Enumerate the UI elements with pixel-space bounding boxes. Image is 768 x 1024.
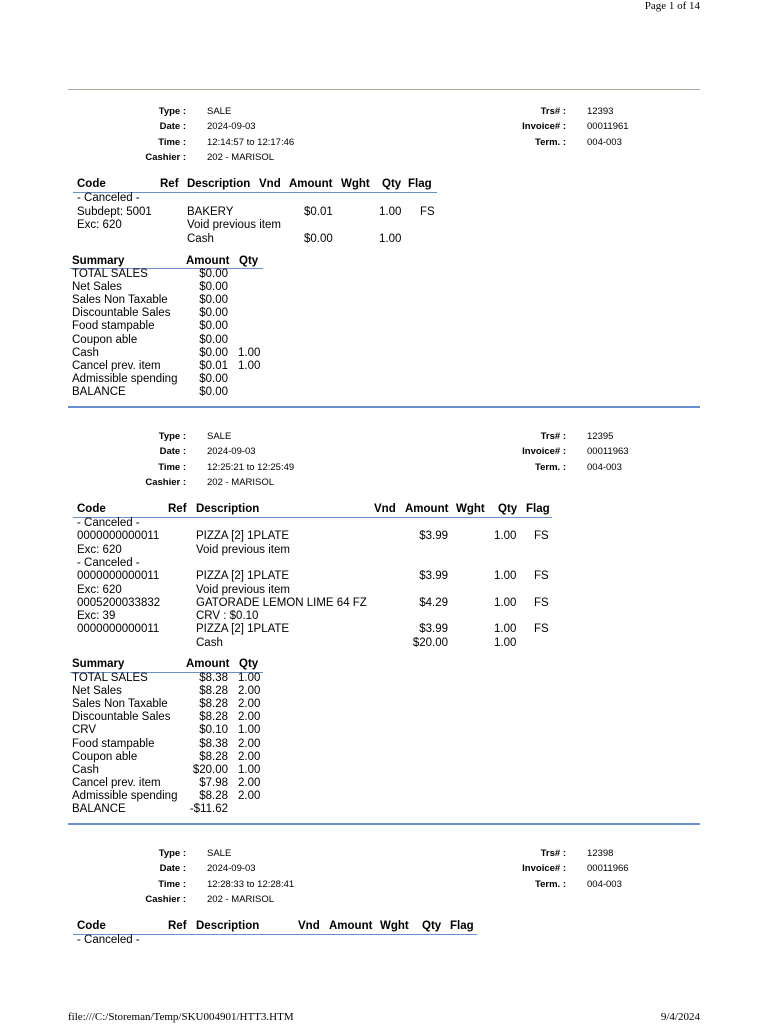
term-value: 004-003 xyxy=(587,879,622,890)
line-description: Void previous item xyxy=(196,583,290,596)
trs-value: 12393 xyxy=(587,106,614,117)
summary-qty-header: Qty xyxy=(239,255,259,267)
col-ref: Ref xyxy=(168,503,187,515)
line-code: 0000000000011 xyxy=(77,623,160,636)
time-value: 12:28:33 to 12:28:41 xyxy=(207,879,295,890)
time-label: Time : xyxy=(158,879,186,890)
summary-amount-header: Amount xyxy=(186,658,230,670)
line-qty: 1.00 xyxy=(494,596,517,609)
line-flag: FS xyxy=(534,596,549,609)
summary-amount: $0.00 xyxy=(199,385,228,398)
date-label: Date : xyxy=(159,121,186,132)
items-header-rule xyxy=(73,517,552,518)
term-label: Term. : xyxy=(535,462,566,473)
invoice-label: Invoice# : xyxy=(522,863,566,874)
col-flag: Flag xyxy=(408,178,432,190)
summary-label: Cancel prev. item xyxy=(72,776,161,789)
trs-label: Trs# : xyxy=(540,848,566,859)
summary-qty: 2.00 xyxy=(238,685,261,698)
summary-qty: 2.00 xyxy=(238,711,261,724)
line-qty: 1.00 xyxy=(494,530,517,543)
line-description: Void previous item xyxy=(196,543,290,556)
type-label: Type : xyxy=(158,848,186,859)
top-divider xyxy=(68,89,700,90)
line-qty: 1.00 xyxy=(494,636,517,649)
summary-qty-header: Qty xyxy=(239,658,259,670)
term-value: 004-003 xyxy=(587,462,622,473)
line-description: CRV : $0.10 xyxy=(196,610,259,623)
line-description: PIZZA [2] 1PLATE xyxy=(196,530,290,543)
summary-label: BALANCE xyxy=(72,803,126,815)
summary-label: Admissible spending xyxy=(72,789,178,802)
summary-qty: 2.00 xyxy=(238,776,261,789)
col-qty: Qty xyxy=(382,178,402,190)
summary-amount: -$11.62 xyxy=(189,803,228,815)
summary-amount-header: Amount xyxy=(186,255,230,267)
date-value: 2024-09-03 xyxy=(207,863,256,874)
invoice-value: 00011961 xyxy=(587,121,629,132)
type-label: Type : xyxy=(158,106,186,117)
invoice-label: Invoice# : xyxy=(522,446,566,457)
line-amount: $0.00 xyxy=(304,233,333,245)
line-code: Subdept: 5001 xyxy=(77,206,152,218)
summary-label: CRV xyxy=(72,724,97,737)
summary-amount: $8.28 xyxy=(199,750,228,763)
summary-label: Admissible spending xyxy=(72,372,178,385)
line-code: - Canceled - xyxy=(77,934,140,946)
trs-value: 12395 xyxy=(587,431,614,442)
trs-label: Trs# : xyxy=(540,106,566,117)
col-qty: Qty xyxy=(498,503,518,515)
date-label: Date : xyxy=(159,863,186,874)
line-code: - Canceled - xyxy=(77,192,140,204)
summary-label: Net Sales xyxy=(72,281,122,294)
date-value: 2024-09-03 xyxy=(207,446,256,457)
trs-value: 12398 xyxy=(587,848,614,859)
summary-qty: 1.00 xyxy=(238,672,261,684)
cashier-value: 202 - MARISOL xyxy=(207,152,275,163)
summary-label: Sales Non Taxable xyxy=(72,294,168,307)
col-wght: Wght xyxy=(456,503,485,515)
time-value: 12:25:21 to 12:25:49 xyxy=(207,462,295,473)
summary-label: Discountable Sales xyxy=(72,307,171,320)
summary-qty: 1.00 xyxy=(238,359,261,372)
summary-label: TOTAL SALES xyxy=(72,268,148,280)
line-code: Exc: 620 xyxy=(77,543,122,556)
summary-amount: $0.00 xyxy=(199,320,228,333)
line-amount: $3.99 xyxy=(419,530,448,543)
section-divider xyxy=(68,406,700,408)
summary-amount: $8.28 xyxy=(199,698,228,711)
summary-label: Coupon able xyxy=(72,750,138,763)
col-qty: Qty xyxy=(422,920,442,932)
line-code: - Canceled - xyxy=(77,556,140,569)
line-amount: $3.99 xyxy=(419,570,448,583)
col-description: Description xyxy=(196,503,260,515)
line-code: - Canceled - xyxy=(77,517,140,529)
summary-qty: 1.00 xyxy=(238,346,261,359)
col-vnd: Vnd xyxy=(259,178,281,190)
line-code: 0005200033832 xyxy=(77,596,161,609)
cashier-value: 202 - MARISOL xyxy=(207,477,275,488)
summary-amount: $0.00 xyxy=(199,333,228,346)
summary-label: Sales Non Taxable xyxy=(72,698,168,711)
summary-label: Food stampable xyxy=(72,320,155,333)
trs-label: Trs# : xyxy=(540,431,566,442)
summary-amount: $0.00 xyxy=(199,372,228,385)
date-value: 2024-09-03 xyxy=(207,121,256,132)
type-label: Type : xyxy=(158,431,186,442)
summary-qty: 2.00 xyxy=(238,750,261,763)
summary-amount: $8.38 xyxy=(199,672,228,684)
summary-label: BALANCE xyxy=(72,385,126,398)
section-divider xyxy=(68,823,700,825)
col-flag: Flag xyxy=(526,503,550,515)
line-description: Cash xyxy=(196,636,223,649)
col-amount: Amount xyxy=(289,178,333,190)
line-code: Exc: 620 xyxy=(77,219,122,231)
col-wght: Wght xyxy=(341,178,370,190)
summary-amount: $0.00 xyxy=(199,307,228,320)
cashier-label: Cashier : xyxy=(145,477,186,488)
term-label: Term. : xyxy=(535,137,566,148)
col-code: Code xyxy=(77,178,106,190)
line-description: BAKERY xyxy=(187,206,234,218)
line-code: 0000000000011 xyxy=(77,530,160,543)
summary-amount: $20.00 xyxy=(192,763,228,776)
summary-amount: $0.00 xyxy=(199,268,228,280)
col-amount: Amount xyxy=(405,503,449,515)
line-code: Exc: 39 xyxy=(77,610,116,623)
summary-label: Food stampable xyxy=(72,737,155,750)
line-flag: FS xyxy=(534,623,549,636)
cashier-value: 202 - MARISOL xyxy=(207,894,275,905)
footer-date: 9/4/2024 xyxy=(660,1011,700,1023)
summary-qty: 1.00 xyxy=(238,763,261,776)
summary-amount: $8.28 xyxy=(199,789,228,802)
line-description: Void previous item xyxy=(187,219,281,231)
type-value: SALE xyxy=(207,431,232,442)
footer-path: file:///C:/Storeman/Temp/SKU004901/HTT3.HTM xyxy=(68,1011,294,1023)
summary-amount: $0.00 xyxy=(199,346,228,359)
type-value: SALE xyxy=(207,848,232,859)
type-value: SALE xyxy=(207,106,232,117)
line-amount: $3.99 xyxy=(419,623,448,636)
term-label: Term. : xyxy=(535,879,566,890)
time-value: 12:14:57 to 12:17:46 xyxy=(207,137,295,148)
summary-label: Cash xyxy=(72,346,99,359)
summary-header: Summary xyxy=(72,658,125,670)
summary-amount: $8.38 xyxy=(199,737,228,750)
summary-label: Cancel prev. item xyxy=(72,359,161,372)
summary-amount: $0.00 xyxy=(199,294,228,307)
line-description: PIZZA [2] 1PLATE xyxy=(196,623,290,636)
summary-header: Summary xyxy=(72,255,125,267)
date-label: Date : xyxy=(159,446,186,457)
summary-qty: 2.00 xyxy=(238,698,261,711)
summary-amount: $0.00 xyxy=(199,281,228,294)
summary-label: Net Sales xyxy=(72,685,122,698)
line-amount: $20.00 xyxy=(412,636,448,649)
col-wght: Wght xyxy=(380,920,409,932)
summary-qty: 2.00 xyxy=(238,737,261,750)
line-qty: 1.00 xyxy=(494,570,517,583)
cashier-label: Cashier : xyxy=(145,152,186,163)
summary-amount: $8.28 xyxy=(199,685,228,698)
line-amount: $4.29 xyxy=(419,596,448,609)
col-flag: Flag xyxy=(450,920,474,932)
cashier-label: Cashier : xyxy=(145,894,186,905)
line-flag: FS xyxy=(534,530,549,543)
line-flag: FS xyxy=(420,206,435,218)
summary-label: TOTAL SALES xyxy=(72,672,148,684)
line-flag: FS xyxy=(534,570,549,583)
line-qty: 1.00 xyxy=(379,233,402,245)
col-code: Code xyxy=(77,920,106,932)
col-code: Code xyxy=(77,503,106,515)
line-code: Exc: 620 xyxy=(77,583,122,596)
summary-label: Coupon able xyxy=(72,333,138,346)
col-ref: Ref xyxy=(160,178,179,190)
line-qty: 1.00 xyxy=(494,623,517,636)
line-qty: 1.00 xyxy=(379,206,402,218)
col-amount: Amount xyxy=(329,920,373,932)
invoice-value: 00011966 xyxy=(587,863,629,874)
invoice-value: 00011963 xyxy=(587,446,629,457)
summary-label: Cash xyxy=(72,763,99,776)
line-description: Cash xyxy=(187,233,214,245)
col-ref: Ref xyxy=(168,920,187,932)
term-value: 004-003 xyxy=(587,137,622,148)
col-vnd: Vnd xyxy=(298,920,320,932)
summary-qty: 1.00 xyxy=(238,724,261,737)
summary-amount: $0.01 xyxy=(199,359,228,372)
line-amount: $0.01 xyxy=(304,206,333,218)
page-number: Page 1 of 14 xyxy=(644,0,700,12)
col-description: Description xyxy=(196,920,260,932)
time-label: Time : xyxy=(158,462,186,473)
line-description: GATORADE LEMON LIME 64 FZ xyxy=(196,596,367,609)
summary-amount: $7.98 xyxy=(199,776,228,789)
summary-amount: $8.28 xyxy=(199,711,228,724)
col-vnd: Vnd xyxy=(374,503,396,515)
summary-amount: $0.10 xyxy=(199,724,228,737)
summary-label: Discountable Sales xyxy=(72,711,171,724)
col-description: Description xyxy=(187,178,251,190)
line-code: 0000000000011 xyxy=(77,570,160,583)
summary-qty: 2.00 xyxy=(238,789,261,802)
time-label: Time : xyxy=(158,137,186,148)
invoice-label: Invoice# : xyxy=(522,121,566,132)
line-description: PIZZA [2] 1PLATE xyxy=(196,570,290,583)
